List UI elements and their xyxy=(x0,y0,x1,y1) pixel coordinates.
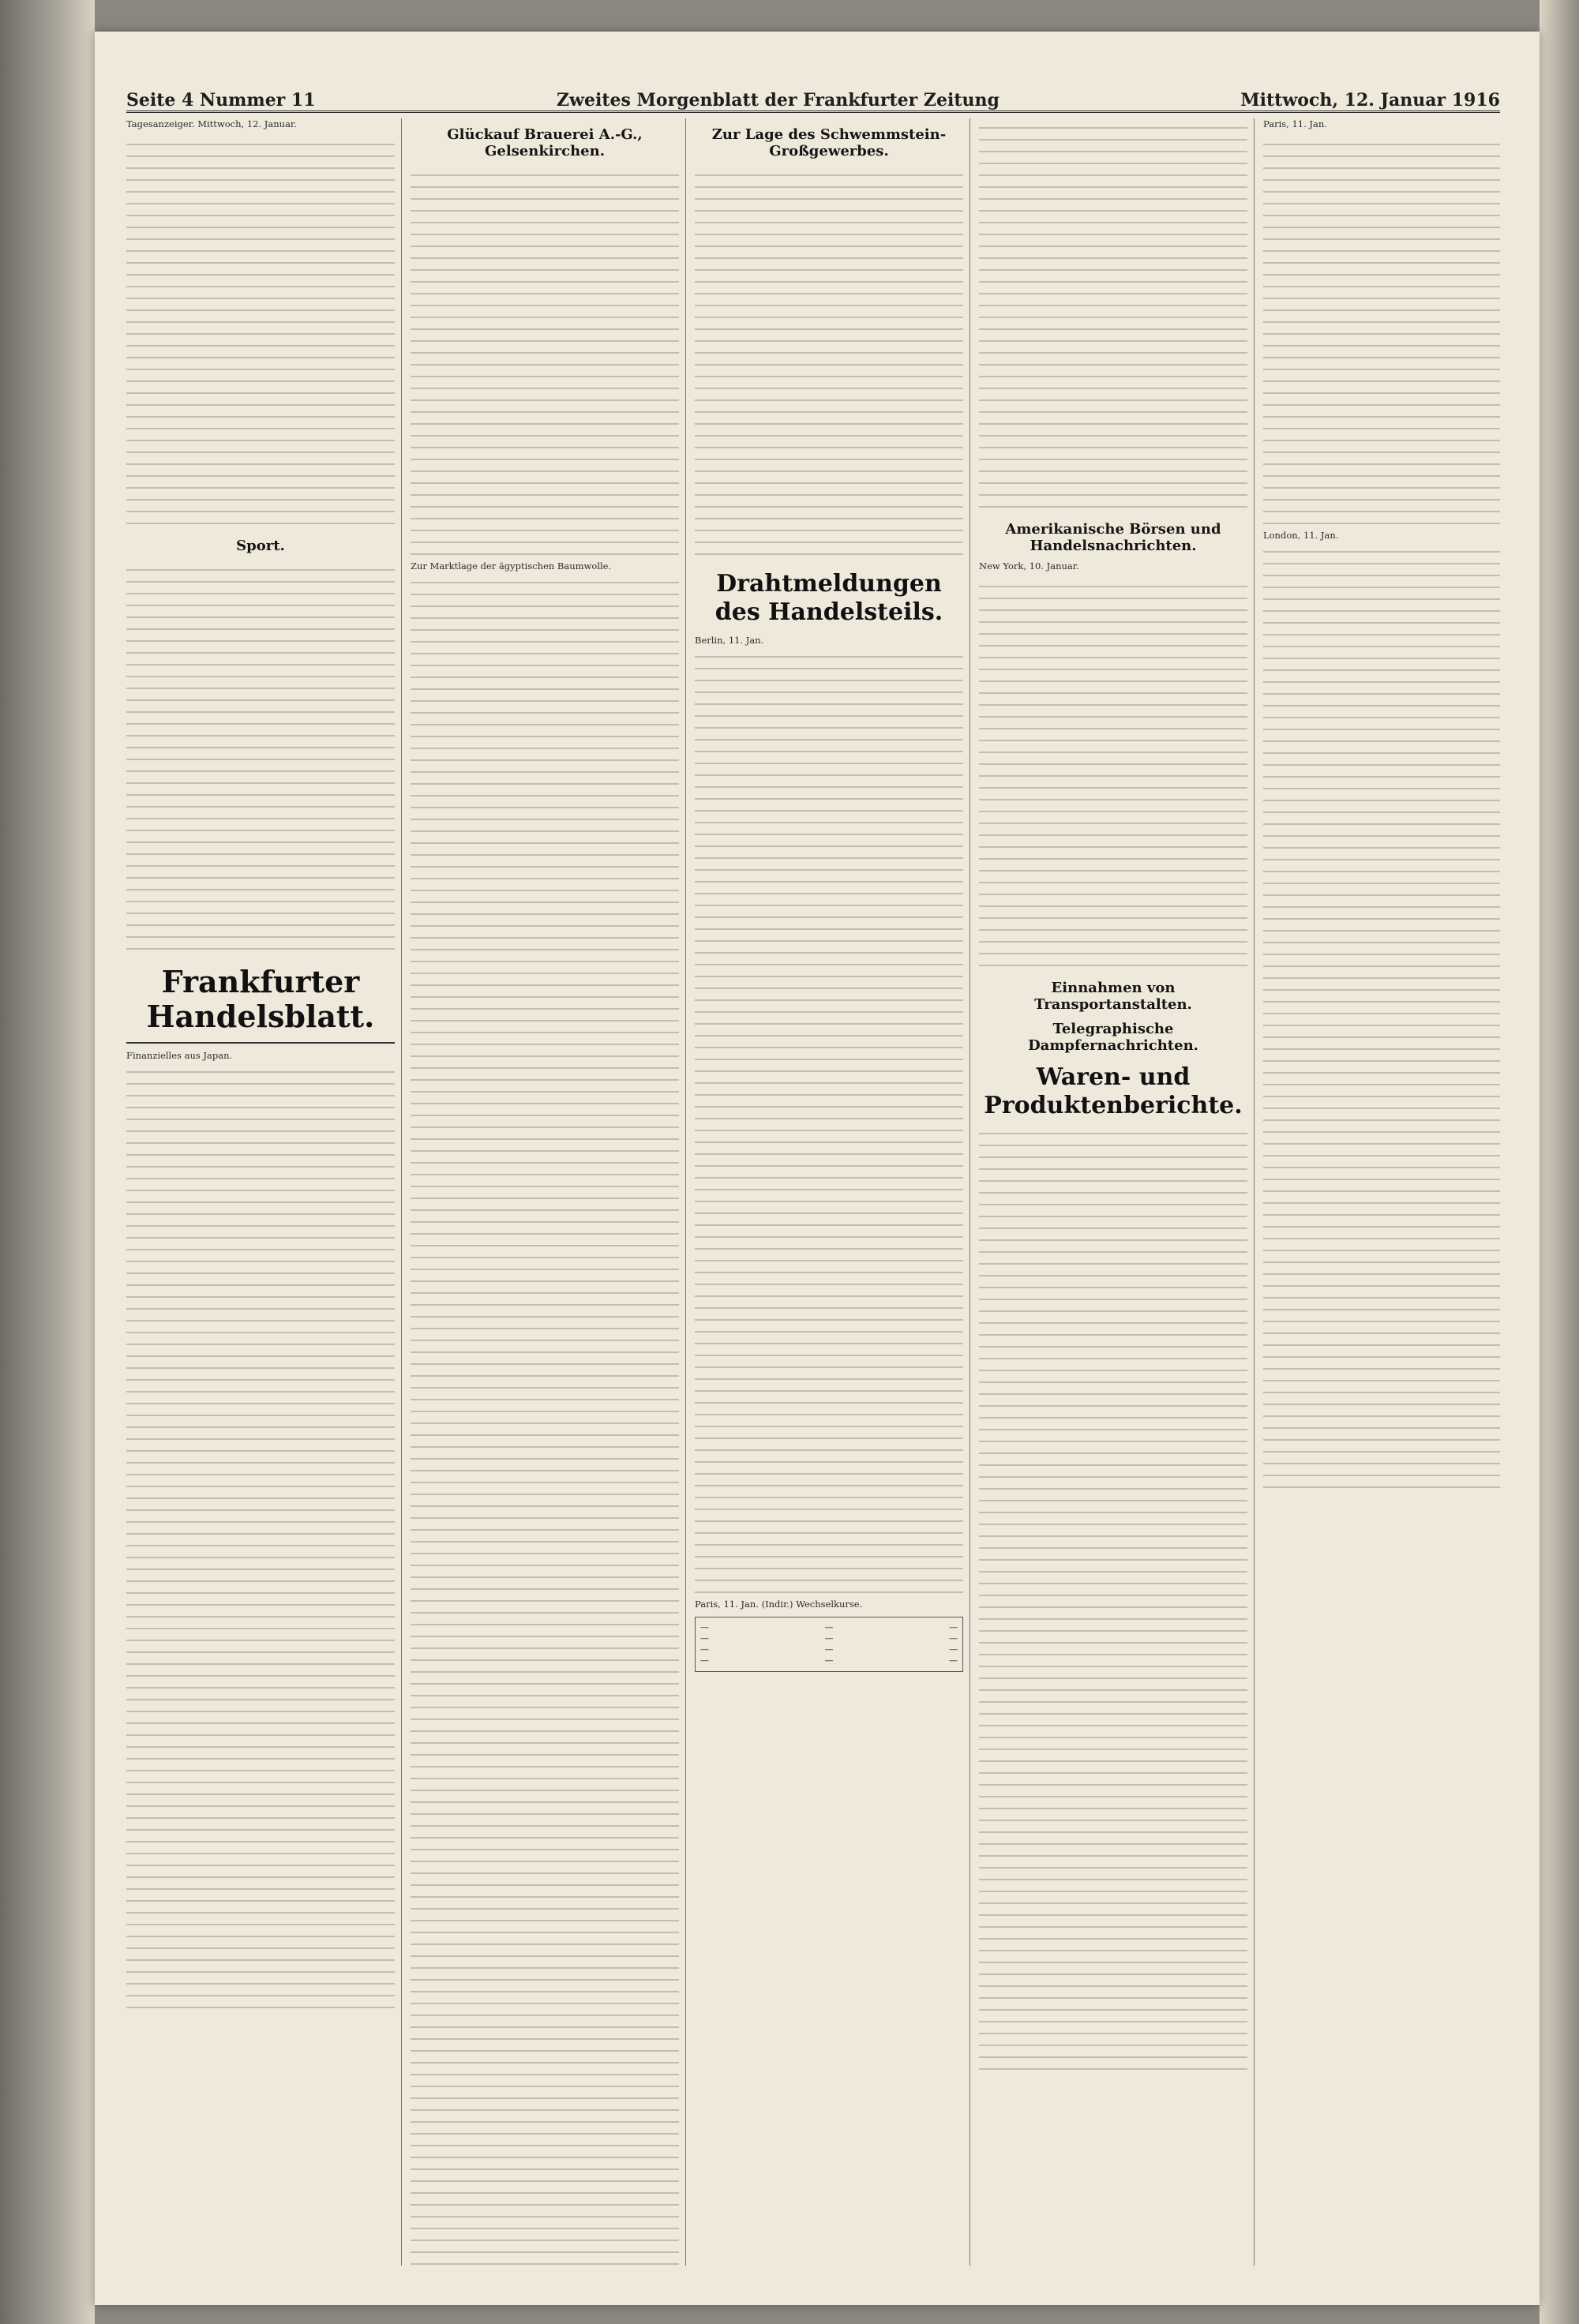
col4-text1: New York, 10. Januar. xyxy=(979,560,1079,572)
col3-table-row: — — — xyxy=(700,1622,958,1632)
col4-title2: Einnahmen von Transportanstalten. xyxy=(1034,980,1192,1013)
col4-title3: Telegraphische Dampfernachrichten. xyxy=(1028,1021,1198,1054)
col4-title1: Amerikanische Börsen und Handelsnachrichten. xyxy=(1005,521,1221,554)
col5-filler-1 xyxy=(1263,135,1500,530)
column-1 xyxy=(126,118,402,2266)
page-edge xyxy=(1540,0,1579,2324)
col3-title1: Zur Lage des Schwemmstein-Großgewerbes. xyxy=(711,126,947,159)
col2-filler-1 xyxy=(411,166,679,560)
column-2 xyxy=(411,118,686,2266)
column-4 xyxy=(979,118,1255,2266)
column-5 xyxy=(1263,118,1506,2266)
col3-table xyxy=(695,1617,963,1672)
col2-title1: Glückauf Brauerei A.-G., Gelsenkirchen. xyxy=(447,126,643,159)
header-right: Mittwoch, 12. Januar 1916 xyxy=(1240,90,1500,111)
sport-heading: Sport. xyxy=(236,538,285,554)
handelsblatt-title: Frankfurter Handelsblatt. xyxy=(146,964,375,1034)
header-left: Seite 4 Nummer 11 xyxy=(126,90,316,111)
col1-text1: Tagesanzeiger. Mittwoch, 12. Januar. xyxy=(126,118,297,129)
drahtmeldungen-title: Drahtmeldungen des Handelsteils. xyxy=(714,570,943,626)
col4-filler-2 xyxy=(979,577,1247,972)
col4-filler-3 xyxy=(979,1128,1247,2075)
col3-table-row: — — — xyxy=(700,1633,958,1644)
col2-filler-3 xyxy=(411,1524,679,2266)
col5-text2: London, 11. Jan. xyxy=(1263,530,1339,541)
col3-text1: Berlin, 11. Jan. xyxy=(695,635,764,646)
page-header xyxy=(126,79,1500,113)
col5-text1: Paris, 11. Jan. xyxy=(1263,118,1327,129)
col2-text1: Zur Marktlage der ägyptischen Baumwolle. xyxy=(411,560,612,572)
col1-filler-2 xyxy=(126,560,395,955)
header-center: Zweites Morgenblatt der Frankfurter Zeitung xyxy=(556,90,1000,111)
col3-text2: Paris, 11. Jan. (Indir.) Wechselkurse. xyxy=(695,1599,863,1610)
book-spine xyxy=(0,0,95,2324)
col2-filler-2 xyxy=(411,577,679,1524)
col1-filler-3 xyxy=(126,1066,395,2014)
col1-rule xyxy=(126,1042,395,1044)
waren-title: Waren- und Produktenberichte. xyxy=(984,1063,1243,1119)
col4-filler-1 xyxy=(979,118,1247,513)
col1-text2: Finanzielles aus Japan. xyxy=(126,1050,233,1061)
col5-filler-2 xyxy=(1263,546,1500,1494)
col3-filler-1 xyxy=(695,166,963,560)
col3-table-row: — — — xyxy=(700,1655,958,1666)
col3-table-row: — — — xyxy=(700,1644,958,1655)
col1-filler-1 xyxy=(126,135,395,530)
col3-filler-2 xyxy=(695,651,963,1599)
column-3 xyxy=(695,118,970,2266)
